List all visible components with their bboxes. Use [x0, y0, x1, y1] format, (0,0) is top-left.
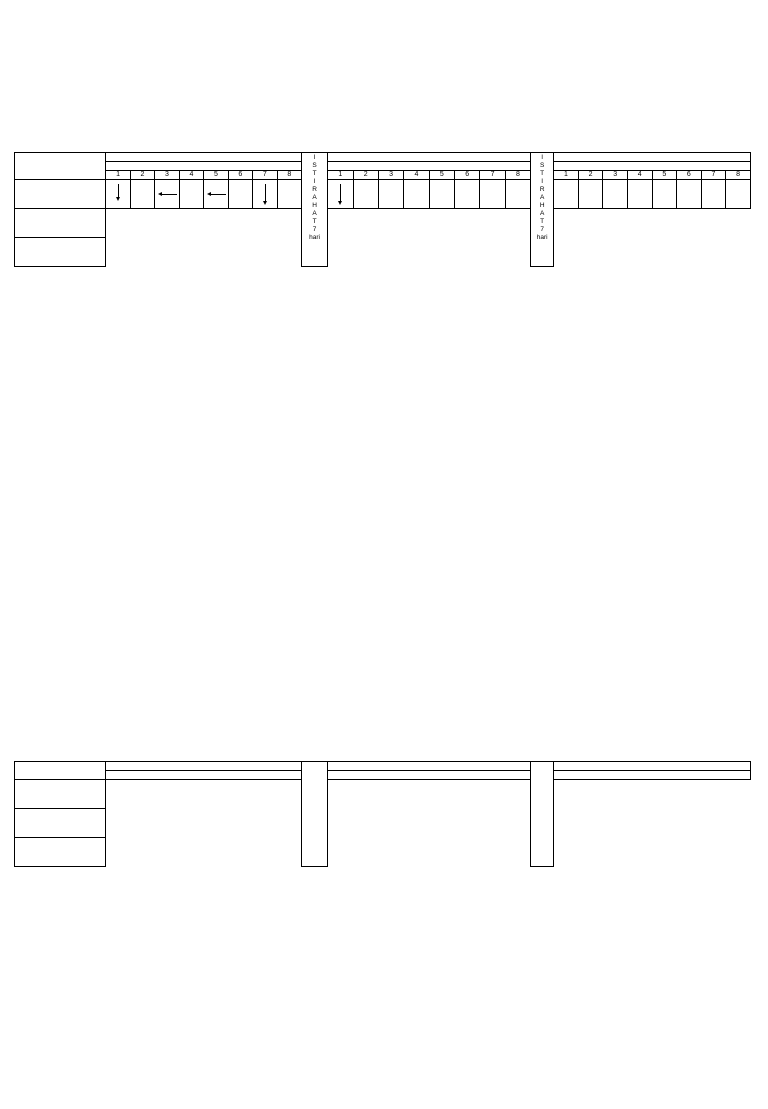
- day-number: 8: [726, 171, 751, 180]
- hari-header: [554, 771, 751, 780]
- schedule-cell[interactable]: [677, 180, 702, 209]
- rest-letter: 7: [540, 226, 544, 233]
- schedule-cell[interactable]: [155, 180, 179, 209]
- rest-column: [302, 153, 328, 267]
- day-number: 5: [652, 171, 677, 180]
- rest-letter: R: [539, 186, 545, 193]
- note-item: [40, 907, 56, 915]
- day-number: 6: [228, 171, 252, 180]
- rest-column: [531, 762, 554, 867]
- day-number: 1: [328, 171, 353, 180]
- rest-letter: I: [313, 154, 316, 161]
- schedule-cell[interactable]: [480, 180, 505, 209]
- methotrexate-row: [15, 180, 751, 209]
- day-number: 3: [603, 171, 628, 180]
- rest-letter: H: [539, 202, 545, 209]
- day-number: 3: [378, 171, 403, 180]
- note-item: [40, 915, 56, 923]
- day-number: 7: [701, 171, 726, 180]
- note-item: [40, 290, 56, 298]
- methotrexate-label: [15, 180, 106, 209]
- day-number: 4: [627, 171, 652, 180]
- note-item: [40, 298, 56, 306]
- rescovulin-label: [15, 209, 106, 238]
- rest-letter: I: [313, 178, 316, 185]
- notes-block: [40, 891, 56, 923]
- rest-letter: A: [539, 210, 545, 217]
- obat-header: [15, 153, 106, 180]
- rest-letter: 7: [312, 226, 317, 233]
- schedule-cell[interactable]: [627, 180, 652, 209]
- day-number: 2: [353, 171, 378, 180]
- day-number: 7: [480, 171, 505, 180]
- protocol-sheet-2: [0, 609, 768, 1109]
- rescovulin-row: [15, 809, 751, 838]
- schedule-table: [14, 152, 751, 267]
- rest-letter: hari: [536, 234, 548, 241]
- schedule-cell[interactable]: [253, 180, 277, 209]
- schedule-cell[interactable]: [505, 180, 530, 209]
- rest-letter: R: [312, 186, 317, 193]
- day-number: 2: [578, 171, 603, 180]
- day-number: 2: [130, 171, 154, 180]
- schedule-cell[interactable]: [578, 180, 603, 209]
- hari-header: [328, 771, 531, 780]
- schedule-table: [14, 761, 751, 867]
- rescovulin-row: [15, 209, 751, 238]
- rest-letter: T: [312, 218, 317, 225]
- series-header: [106, 762, 302, 771]
- tanggal-terapi-row: [15, 238, 751, 267]
- day-number: 8: [277, 171, 301, 180]
- day-number: 1: [554, 171, 579, 180]
- schedule-cell[interactable]: [353, 180, 378, 209]
- day-number: 1: [106, 171, 130, 180]
- rest-letter: T: [540, 218, 545, 225]
- arrow-left-icon: [161, 194, 177, 195]
- methotrexate-row: [15, 780, 751, 809]
- schedule-cell[interactable]: [652, 180, 677, 209]
- schedule-cell[interactable]: [554, 180, 579, 209]
- schedule-cell[interactable]: [404, 180, 429, 209]
- rest-letter: I: [541, 154, 544, 161]
- schedule-cell[interactable]: [429, 180, 454, 209]
- rest-letter: T: [540, 170, 545, 177]
- obat-header: [15, 762, 106, 780]
- arrow-down-icon: [340, 184, 341, 202]
- rest-letter: S: [539, 162, 545, 169]
- day-number-row: [15, 171, 751, 180]
- hari-header: [106, 771, 302, 780]
- day-number: 5: [204, 171, 228, 180]
- day-number: 6: [455, 171, 480, 180]
- rest-letter: A: [312, 210, 317, 217]
- arrow-down-icon: [265, 184, 266, 202]
- day-number: 3: [155, 171, 179, 180]
- series-header: [554, 762, 751, 771]
- rest-letter: I: [541, 178, 544, 185]
- methotrexate-label: [15, 780, 106, 809]
- hari-header: [554, 162, 751, 171]
- schedule-cell[interactable]: [179, 180, 203, 209]
- day-number: 7: [253, 171, 277, 180]
- rest-letter: A: [312, 194, 317, 201]
- day-number: 4: [404, 171, 429, 180]
- schedule-cell[interactable]: [106, 180, 130, 209]
- schedule-cell[interactable]: [277, 180, 301, 209]
- rest-letter: T: [312, 170, 317, 177]
- rest-letter: H: [312, 202, 317, 209]
- tanggal-terapi-row-label: [15, 838, 106, 867]
- series-header: [328, 762, 531, 771]
- series-header: [106, 153, 302, 162]
- schedule-cell[interactable]: [455, 180, 480, 209]
- note-item: [40, 306, 56, 314]
- hari-header: [106, 162, 302, 171]
- rescovulin-label: [15, 809, 106, 838]
- schedule-cell[interactable]: [204, 180, 228, 209]
- rest-letter: hari: [309, 234, 320, 241]
- series-header: [328, 153, 531, 162]
- day-number: 4: [179, 171, 203, 180]
- rest-letter: A: [539, 194, 545, 201]
- schedule-cell[interactable]: [228, 180, 252, 209]
- arrow-down-icon: [118, 184, 119, 198]
- rest-letter: S: [312, 162, 317, 169]
- rest-column: [531, 153, 554, 267]
- rest-column: [302, 762, 328, 867]
- schedule-cell[interactable]: [378, 180, 403, 209]
- hari-header: [328, 162, 531, 171]
- protocol-sheet-1: [0, 0, 768, 500]
- note-item: [40, 899, 56, 907]
- schedule-cell[interactable]: [726, 180, 751, 209]
- note-item: [40, 891, 56, 899]
- tanggal-terapi-row-label: [15, 238, 106, 267]
- schedule-cell[interactable]: [328, 180, 353, 209]
- tanggal-terapi-row: [15, 838, 751, 867]
- schedule-cell[interactable]: [130, 180, 154, 209]
- note-item: [40, 282, 56, 290]
- arrow-left-icon: [210, 194, 226, 195]
- series-header: [554, 153, 751, 162]
- notes-block: [40, 282, 56, 314]
- day-number: 8: [505, 171, 530, 180]
- schedule-cell[interactable]: [603, 180, 628, 209]
- day-number: 6: [677, 171, 702, 180]
- day-number: 5: [429, 171, 454, 180]
- schedule-cell[interactable]: [701, 180, 726, 209]
